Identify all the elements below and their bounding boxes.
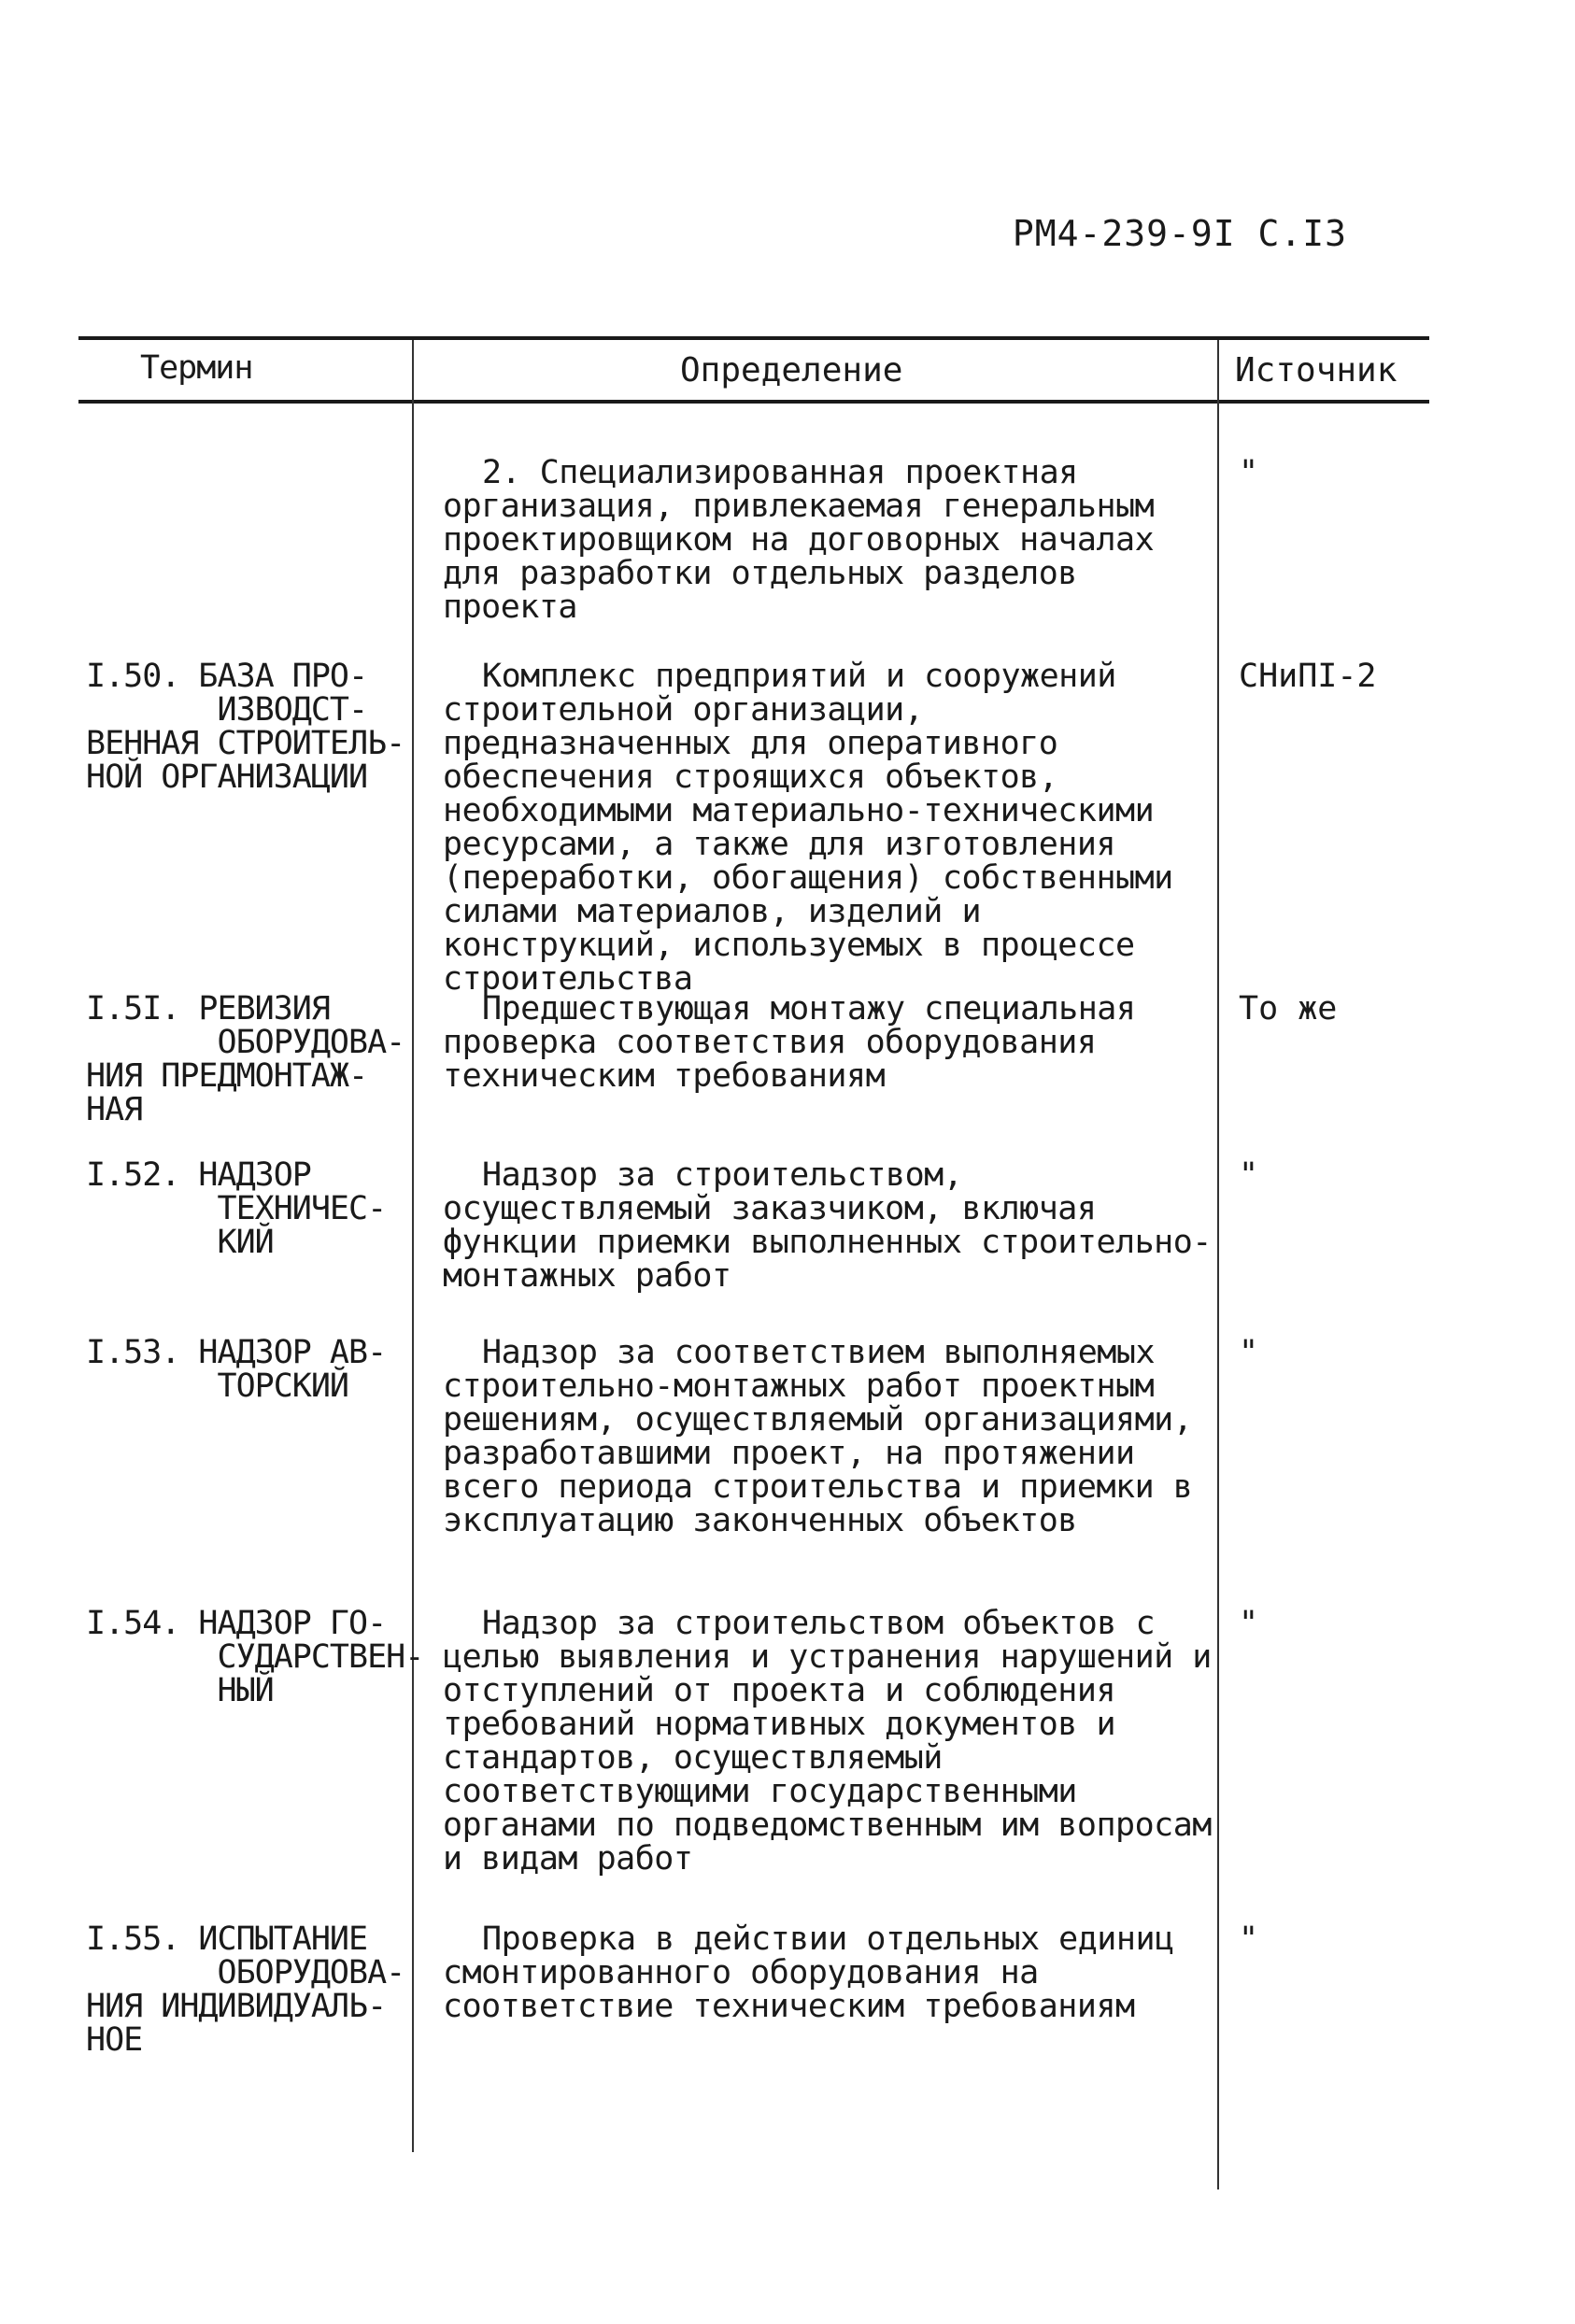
entry-source: СНиПI-2 xyxy=(1239,658,1377,695)
entry-definition: Надзор за строительством, осуществляемый заказчиком, включая функции приемки выполненных строительно-монтажных работ xyxy=(443,1156,1212,1295)
entry-definition: Надзор за строительством объектов с целью выявления и устранения нарушений и отступлений от проекта и соблюдения требований нормативных документов и стандартов, осуществляемый соответствующими государственными органами по подведомственным им вопросам и видам работ xyxy=(443,1605,1212,1878)
entry-source: " xyxy=(1239,1920,1259,1958)
entry-term: I.52. НАДЗОР ТЕХНИЧЕС- КИЙ xyxy=(86,1156,387,1261)
page-reference: РМ4-239-9I С.I3 xyxy=(1012,213,1347,254)
entry-source: То же xyxy=(1239,990,1338,1027)
entry-definition: Предшествующая монтажу специальная проверка соответствия оборудования техническим требованиям xyxy=(443,990,1136,1095)
column-header-term: Термин xyxy=(140,349,253,387)
entry-source: " xyxy=(1239,1334,1259,1371)
entry-definition: 2. Специализированная проектная организация, привлекаемая генеральным проектировщиком на договорных началах для разработки отдельных разделов проекта xyxy=(443,454,1155,626)
entry-definition: Проверка в действии отдельных единиц смонтированного оборудования на соответствие техническим требованиям xyxy=(443,1920,1174,2025)
entry-source: " xyxy=(1239,454,1259,491)
entry-term: I.54. НАДЗОР ГО- СУДАРСТВЕН- НЫЙ xyxy=(86,1605,424,1709)
entry-term: I.55. ИСПЫТАНИЕ ОБОРУДОВА- НИЯ ИНДИВИДУАЛЬ- НОЕ xyxy=(86,1920,405,2059)
entry-definition: Надзор за соответствием выполняемых строительно-монтажных работ проектным решениям, осуществляемый организациями, разработавшими проект, на протяжении всего периода строительства и приемки в эксплуатацию законченных объектов xyxy=(443,1334,1193,1539)
entry-term: I.53. НАДЗОР АВ- ТОРСКИЙ xyxy=(86,1334,387,1405)
table-top-rule xyxy=(78,336,1429,340)
entry-source: " xyxy=(1239,1156,1259,1194)
entry-term: I.50. БАЗА ПРО- ИЗВОДСТ- ВЕННАЯ СТРОИТЕЛЬ- НОЙ ОРГАНИЗАЦИИ xyxy=(86,658,405,796)
column-header-source: Источник xyxy=(1235,351,1398,390)
table-header-rule xyxy=(78,400,1429,404)
entry-term: I.5I. РЕВИЗИЯ ОБОРУДОВА- НИЯ ПРЕДМОНТАЖ- НАЯ xyxy=(86,990,405,1128)
entry-source: " xyxy=(1239,1605,1259,1642)
column-header-definition: Определение xyxy=(680,351,903,390)
entry-definition: Комплекс предприятий и сооружений строительной организации, предназначенных для оперативного обеспечения строящихся объектов, необходимыми материально-техническими ресурсами, а также для изготовления (переработки, обогащения) собственными силами материалов, изделий и конструкций, используемых в процессе строительства xyxy=(443,658,1173,998)
